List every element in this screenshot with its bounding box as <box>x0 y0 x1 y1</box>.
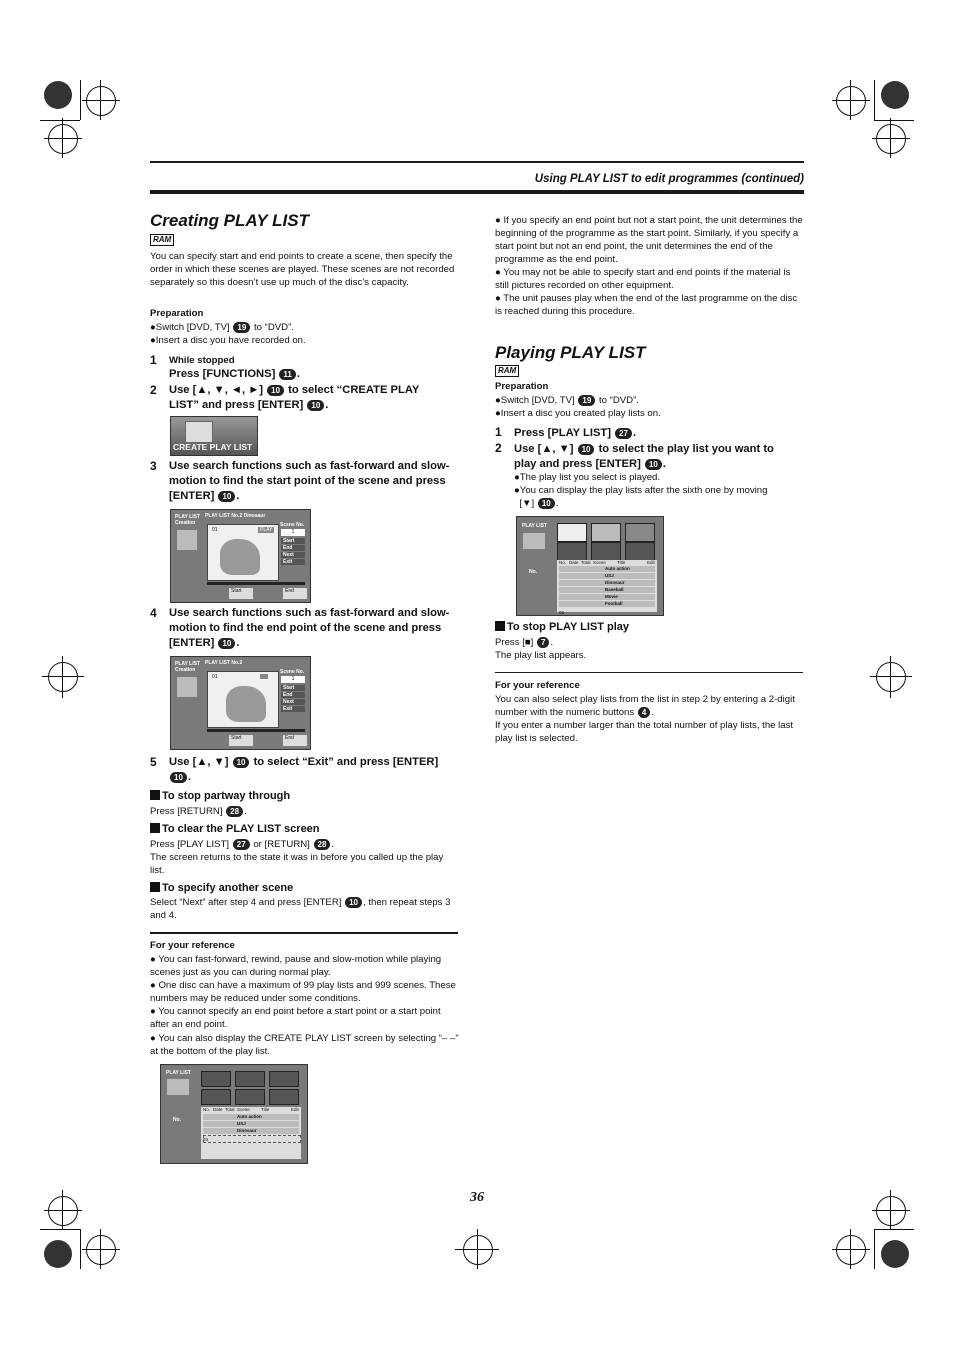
col-title: Title <box>617 560 626 565</box>
right-ref-rule <box>495 672 803 673</box>
end-label: End <box>285 588 294 594</box>
another-scene-body: Select “Next” after step 4 and press [ENTER] 10 , then repeat steps 3 and 4. <box>150 897 451 921</box>
right-step-2-bullet-1: ●The play list you select is played. <box>514 472 661 483</box>
creating-title: Creating PLAY LIST <box>150 211 310 230</box>
step-4-number: 4 <box>150 606 157 620</box>
create-play-list-label: CREATE PLAY LIST <box>173 442 253 452</box>
right-bullet-3: ● The unit pauses play when the end of the last programme on the disc is reached during this procedure. <box>495 293 798 317</box>
table-row-empty[interactable] <box>203 1135 301 1143</box>
table-row[interactable] <box>203 1114 299 1120</box>
screen-left-label: PLAY LIST <box>522 523 548 529</box>
col-total: Total <box>225 1107 235 1112</box>
right-step-2-number: 2 <box>495 441 502 455</box>
menu-end[interactable]: End <box>281 692 305 698</box>
menu-end[interactable]: End <box>281 545 305 551</box>
right-bullet-2: ● You may not be able to specify start and end points if the material is still pictures recorded on other equipment. <box>495 267 791 291</box>
start-box <box>229 735 253 746</box>
row-title: USJ <box>605 573 614 578</box>
row-no: 06 <box>559 610 565 615</box>
play-label: PLAY <box>260 527 273 533</box>
col-no: No. <box>203 1107 211 1112</box>
dinosaur-image <box>226 686 266 722</box>
col-title: Title <box>261 1107 270 1112</box>
list-table <box>201 1107 301 1159</box>
thumb-6 <box>269 1089 299 1105</box>
no-label: No. <box>173 1117 182 1123</box>
preview-area <box>207 524 279 581</box>
header-rule-bottom <box>150 190 804 194</box>
scene-no-label: Scene No. <box>280 669 305 675</box>
table-row[interactable] <box>559 573 655 579</box>
thumb-4 <box>201 1089 231 1105</box>
row-title: Auto action <box>237 1114 262 1119</box>
play-list-screen-left <box>160 1064 308 1164</box>
step-1-number: 1 <box>150 353 157 367</box>
creation-screen-start <box>170 509 311 603</box>
dinosaur-image <box>220 539 260 575</box>
table-row[interactable] <box>559 580 655 586</box>
right-step-2-bullet-2: ●You can display the play lists after the sixth one by moving [▼] 10 . <box>514 485 768 509</box>
another-scene-heading: To specify another scene <box>150 882 293 894</box>
left-ref-rule <box>150 932 458 934</box>
step-3-text: Use search functions such as fast-forward and slow-motion to find the start point of the scene and press [ENTER] 10 . <box>169 460 450 502</box>
film-icon <box>523 533 545 549</box>
col-date: Date <box>213 1107 223 1112</box>
prep-label-right: Preparation <box>495 381 549 392</box>
list-table <box>557 560 657 615</box>
playing-title: Playing PLAY LIST <box>495 343 646 362</box>
step-1-text: Press [FUNCTIONS] 11 . <box>169 368 300 380</box>
clip-label: 01 <box>212 527 218 533</box>
film-icon <box>167 1079 189 1095</box>
menu-start[interactable]: Start <box>281 685 305 691</box>
stop-play-body: Press [■] 7 . The play list appears. <box>495 637 587 661</box>
col-date: Date <box>569 560 579 565</box>
creating-intro: You can specify start and end points to create a scene, then specify the order in which these scenes are played. These scenes are not recorded separately so this doesn’t use up much of the disc’s capacity. <box>150 251 455 288</box>
step-3-number: 3 <box>150 459 157 473</box>
right-step-2-text: Use [▲, ▼] 10 to select the play list you want to play and press [ENTER] 10 . <box>514 443 774 470</box>
screen-top-label: PLAY LIST No.2 Dinosaur <box>205 513 266 519</box>
row-title: Auto action <box>605 566 630 571</box>
progress-bar <box>207 729 305 732</box>
stop-play-heading: To stop PLAY LIST play <box>495 621 629 633</box>
right-ref-body: You can also select play lists from the list in step 2 by entering a 2-digit number with the numeric buttons 4 . If you enter a number larger than the total number of play lists, the last play list is selected. <box>495 694 795 744</box>
right-ref-label: For your reference <box>495 680 580 691</box>
thumb-5 <box>235 1089 265 1105</box>
row-title: Dinosaur <box>605 580 625 585</box>
header-title: Using PLAY LIST to edit programmes (continued) <box>534 173 804 185</box>
col-edit: Edit <box>647 560 655 565</box>
table-row[interactable] <box>559 566 655 572</box>
step-1-sub: While stopped <box>169 355 235 366</box>
col-no: No. <box>559 560 567 565</box>
ram-tag: RAM <box>150 234 174 246</box>
prep-label: Preparation <box>150 308 204 319</box>
left-ref-item-2: ● One disc can have a maximum of 99 play lists and 999 scenes. These numbers may be reduced under some conditions. <box>150 980 456 1004</box>
end-box <box>283 588 307 599</box>
start-label: Start <box>231 735 242 741</box>
create-play-list-icon <box>170 416 258 456</box>
table-row[interactable] <box>559 594 655 600</box>
row-title: Movie <box>605 594 618 599</box>
col-scene: Scene <box>593 560 606 565</box>
row-title: USJ <box>237 1121 246 1126</box>
col-scene: Scene <box>237 1107 250 1112</box>
row-no: 03 <box>203 1137 209 1142</box>
menu-exit[interactable]: Exit <box>281 559 305 565</box>
end-label: End <box>285 735 294 741</box>
menu-next[interactable]: Next <box>281 699 305 705</box>
step-4-text: Use search functions such as fast-forward and slow-motion to find the end point of the scene and press [ENTER] 10 . <box>169 607 450 649</box>
start-label: Start <box>231 588 242 594</box>
step-2-text: Use [▲, ▼, ◄, ►] 10 to select “CREATE PLAY LIST” and press [ENTER] 10 . <box>169 384 420 411</box>
thumb-6[interactable] <box>625 542 655 561</box>
scene-no-value: 1 <box>281 676 305 683</box>
notes-icon <box>185 421 213 443</box>
row-title: Football <box>605 601 623 606</box>
stop-partway-heading: To stop partway through <box>150 790 290 802</box>
left-ref-label: For your reference <box>150 940 235 951</box>
prep-right-2: ●Insert a disc you created play lists on. <box>495 408 661 419</box>
page-number: 36 <box>470 1190 484 1205</box>
table-row[interactable] <box>559 587 655 593</box>
menu-start[interactable]: Start <box>281 538 305 544</box>
thumb-2 <box>235 1071 265 1087</box>
thumb-2[interactable] <box>591 523 621 542</box>
start-box <box>229 588 253 599</box>
step-5-text: Use [▲, ▼] 10 to select “Exit” and press [ENTER] 10 . <box>169 756 439 783</box>
screen-top-label: PLAY LIST No.2 <box>205 660 243 666</box>
scene-menu <box>281 538 305 565</box>
row-title: Baseball <box>605 587 624 592</box>
menu-next[interactable]: Next <box>281 552 305 558</box>
scene-no-label: Scene No. <box>280 522 305 528</box>
film-icon <box>177 677 197 697</box>
play-list-screen-right <box>516 516 664 616</box>
left-ref-item-3: ● You cannot specify an end point before a start point or a start point after an end point. <box>150 1006 441 1030</box>
creation-screen-end <box>170 656 311 750</box>
right-step-1-number: 1 <box>495 425 502 439</box>
right-step-1-text: Press [PLAY LIST] 27 . <box>514 427 637 439</box>
scene-menu <box>281 685 305 712</box>
scene-no-value: 1 <box>281 529 305 536</box>
end-box <box>283 735 307 746</box>
step-5-number: 5 <box>150 755 157 769</box>
ram-tag-right: RAM <box>495 365 519 377</box>
prep-item-1: ●Switch [DVD, TV] 19 to “DVD”. <box>150 322 294 333</box>
no-label: No. <box>529 569 538 575</box>
thumb-3[interactable] <box>625 523 655 542</box>
header-rule-top <box>150 161 804 163</box>
thumb-4[interactable] <box>557 542 587 561</box>
prep-item-2: ●Insert a disc you have recorded on. <box>150 335 306 346</box>
screen-left-label: PLAY LIST <box>166 1070 192 1076</box>
thumb-3 <box>269 1071 299 1087</box>
table-row[interactable] <box>203 1121 299 1127</box>
screen-left-label: PLAY LIST Creation <box>175 514 201 526</box>
menu-exit[interactable]: Exit <box>281 706 305 712</box>
left-ref-item-4: ● You can also display the CREATE PLAY LIST screen by selecting “– –” at the bottom of the play list. <box>150 1033 459 1057</box>
thumb-5[interactable] <box>591 542 621 561</box>
step-2-number: 2 <box>150 383 157 397</box>
left-ref-item-1: ● You can fast-forward, rewind, pause and slow-motion while playing scenes just as you can during normal play. <box>150 954 442 978</box>
col-total: Total <box>581 560 591 565</box>
thumb-1 <box>201 1071 231 1087</box>
table-row[interactable] <box>203 1128 299 1142</box>
screen-left-label: PLAY LIST Creation <box>175 661 201 673</box>
table-row[interactable] <box>559 601 655 615</box>
right-bullet-1: ● If you specify an end point but not a start point, the unit determines the beginning of the programme as the start point. Similarly, if you specify a start point but not an end point, the unit determines the end of the programme as the end point. <box>495 215 803 265</box>
film-icon <box>177 530 197 550</box>
thumb-1[interactable] <box>557 523 587 542</box>
pause-icon <box>260 674 268 679</box>
stop-partway-body: Press [RETURN] 28 . <box>150 806 247 817</box>
progress-bar <box>207 582 305 585</box>
preview-area <box>207 671 279 728</box>
prep-right-1: ●Switch [DVD, TV] 19 to “DVD”. <box>495 395 639 406</box>
clear-body: Press [PLAY LIST] 27 or [RETURN] 28 . The screen returns to the state it was in before you called up the play list. <box>150 839 444 876</box>
clip-label: 01 <box>212 674 218 680</box>
row-title: Dinosaur <box>237 1128 257 1133</box>
clear-heading: To clear the PLAY LIST screen <box>150 823 320 835</box>
col-edit: Edit <box>291 1107 299 1112</box>
